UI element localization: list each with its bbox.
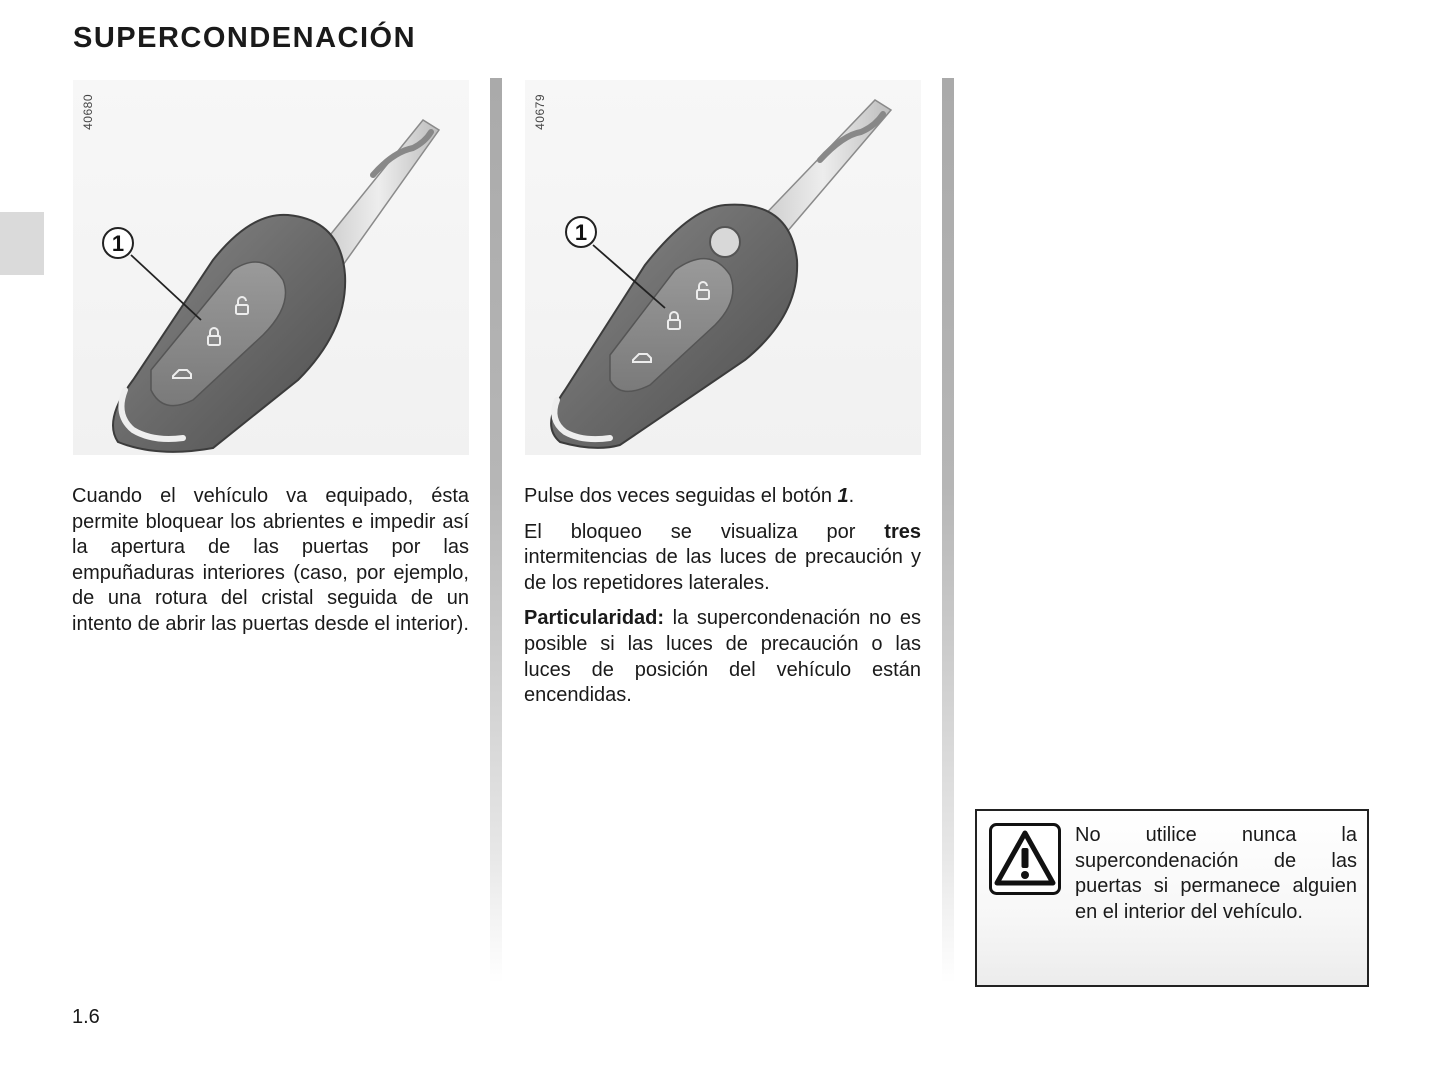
callout-number: 1 (111, 231, 125, 256)
figure-fixed-key (73, 80, 469, 455)
figure-code: 40679 (533, 94, 547, 130)
page-title: SUPERCONDENACIÓN (73, 22, 417, 54)
warning-triangle-icon (989, 823, 1061, 895)
warning-text: No utilice nunca la supercondenación de las puertas si permanece alguien en el interior del vehículo. (1075, 824, 1357, 923)
figure-code: 40680 (81, 94, 95, 130)
lock-indication-paragraph: El bloqueo se visualiza por tres intermitencias de las luces de precaución y de los repetidores laterales. (524, 520, 921, 594)
flip-key-illustration (525, 80, 921, 455)
particularity-paragraph: Particularidad: la supercondenación no es posible si las luces de precaución o las luces de posición del vehículo están encendidas. (524, 607, 921, 707)
left-column-text (72, 484, 469, 648)
left-paragraph: Cuando el vehículo va equipado, ésta permite bloquear los abrientes e impedir así la apertura de las puertas por las empuñaduras interiores (caso, por ejemplo, de una rotura del cristal seguida de un intento de abrir las puertas desde el interior). (72, 485, 469, 635)
fixed-key-illustration (73, 80, 469, 455)
column-divider-1 (490, 78, 502, 983)
instruction-paragraph: Pulse dos veces seguidas el botón 1. (524, 485, 855, 507)
section-tab (0, 212, 44, 275)
callout-number: 1 (574, 220, 588, 245)
button-reference: 1 (837, 485, 849, 507)
middle-column-text (524, 484, 921, 719)
page-number: 1.6 (72, 1006, 100, 1028)
figure-flip-key (525, 80, 921, 455)
column-divider-2 (942, 78, 954, 983)
warning-box (975, 809, 1369, 987)
